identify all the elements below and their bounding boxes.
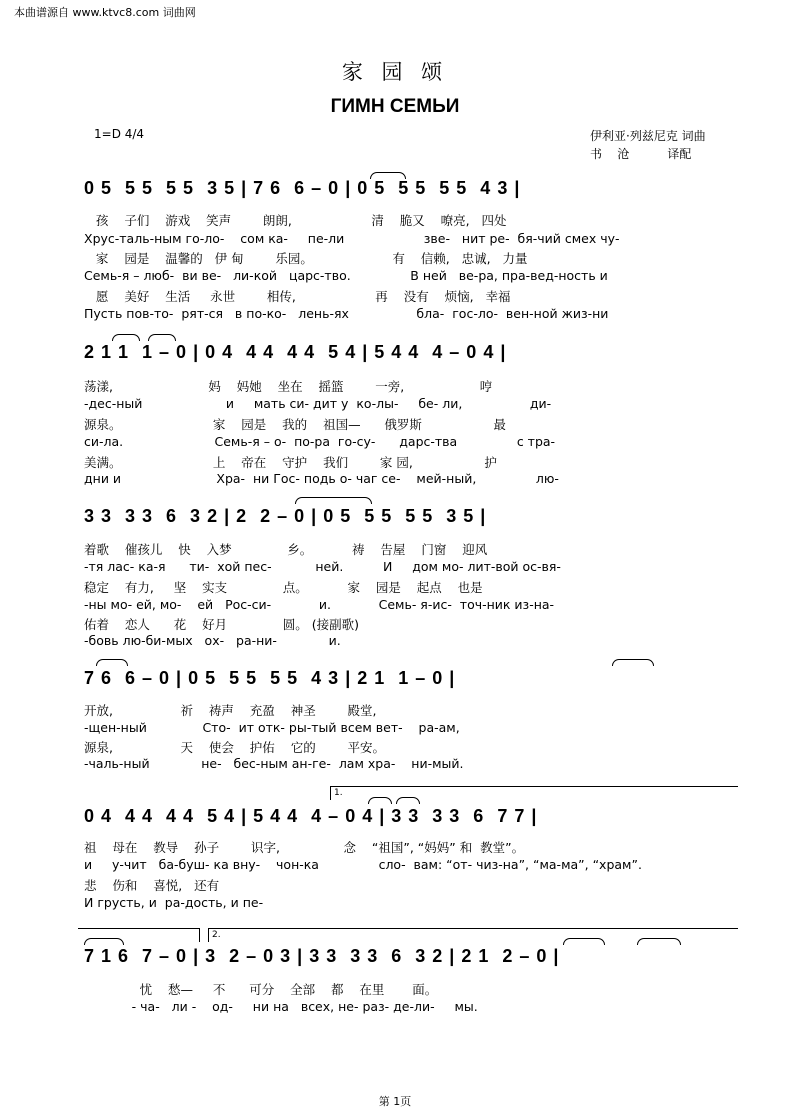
tie-mark <box>612 659 654 666</box>
volta-bracket-edge <box>330 786 331 800</box>
lyric-line: Семь-я – люб- ви ве- ли-кой царс-тво. В ней ве-ра, пра-вед-ность и <box>84 268 608 283</box>
volta-bracket-edge <box>199 928 200 942</box>
slur-mark <box>368 797 392 804</box>
lyric-line: -тя лас- ка-я ти- хой пес- ней. И дом мо- лит-вой ос-вя- <box>84 559 561 574</box>
lyric-line: 佑着 恋人 花 好月 圆。 (接副歌) <box>84 617 359 632</box>
lyric-line: 孩 子们 游戏 笑声 朗朗, 清 脆又 嘹亮, 四处 <box>84 213 507 228</box>
credits-line-2: 书 沧 译配 <box>590 147 692 161</box>
notation-line: 7 6 6 – 0 | 0 5 5 5 5 5 4 3 | 2 1 1 – 0 | <box>84 668 455 688</box>
volta-bracket <box>208 928 738 929</box>
tie-mark <box>396 797 420 804</box>
lyric-line: и у-чит ба-буш- ка вну- чон-ка сло- вам: “от- чиз-на”, “ма-ма”, “храм”. <box>84 857 642 872</box>
song-title-russian: ГИМН СЕМЬИ <box>330 96 460 117</box>
tie-mark <box>637 938 681 945</box>
lyric-line: -дес-ный и мать си- дит у ко-лы- бе- ли, ди- <box>84 396 552 411</box>
lyric-line: 家 园是 温馨的 伊 甸 乐园。 有 信赖, 忠诚, 力量 <box>84 251 528 266</box>
key-signature: 1=D 4/4 <box>94 127 145 141</box>
lyric-line: 荡漾, 妈 妈她 坐在 摇篮 一旁, 哼 <box>84 379 493 394</box>
lyric-line: - ча- ли - од- ни на всех, не- раз- де-ли- мы. <box>84 999 478 1014</box>
tie-mark <box>563 938 605 945</box>
lyric-line: 源泉, 天 使会 护佑 它的 平安。 <box>84 740 385 755</box>
lyric-line: си-ла. Семь-я – о- по-ра го-су- дарс-тва с тра- <box>84 434 556 449</box>
lyric-line: Хрус-таль-ным го-ло- сом ка- пе-ли зве- нит ре- бя-чий смех чу- <box>84 231 620 246</box>
lyric-line: 美满。 上 帝在 守护 我们 家 园, 护 <box>84 455 497 470</box>
slur-mark <box>84 938 124 945</box>
lyric-line: И грусть, и ра-дость, и пе- <box>84 895 264 910</box>
lyric-line: -щен-ный Сто- ит отк- ры-тый всем вет- ра-ам, <box>84 720 460 735</box>
lyric-line: 忧 愁— 不 可分 全部 都 在里 面。 <box>84 982 438 997</box>
source-header: 本曲谱源自 www.ktvc8.com 词曲网 <box>14 6 196 19</box>
notation-line: 0 5 5 5 5 5 3 5 | 7 6 6 – 0 | 0 5 5 5 5 5 4 3 | <box>84 178 520 198</box>
notation-line: 7 1 6 7 – 0 | 3 2 – 0 3 | 3 3 3 3 6 3 2 | 2 1 2 – 0 | <box>84 946 559 966</box>
tie-mark <box>295 497 372 504</box>
lyric-line: 祖 母在 教导 孙子 识字, 念 “祖国”, “妈妈” 和 教堂”。 <box>84 840 525 855</box>
lyric-line: 悲 伤和 喜悦, 还有 <box>84 878 220 893</box>
volta-bracket-edge <box>208 928 209 942</box>
volta-bracket <box>330 786 738 787</box>
lyric-line: Пусть пов-то- рят-ся в по-ко- лень-ях бла- гос-ло- вен-ной жиз-ни <box>84 306 609 321</box>
lyric-line: дни и Хра- ни Гос- подь о- чаг се- мей-ный, лю- <box>84 471 559 486</box>
lyric-line: 愿 美好 生活 永世 相传, 再 没有 烦恼, 幸福 <box>84 289 511 304</box>
slur-mark <box>112 334 140 341</box>
page-number: 第 1页 <box>378 1095 412 1108</box>
lyric-line: -бовь лю-би-мых ох- ра-ни- и. <box>84 633 341 648</box>
notation-line: 0 4 4 4 4 4 5 4 | 5 4 4 4 – 0 4 | 3 3 3 3 6 7 7 | <box>84 806 537 826</box>
credits-line-1: 伊利亚·列兹尼克 词曲 <box>590 129 706 143</box>
lyric-line: -ны мо- ей, мо- ей Рос-си- и. Семь- я-ис- точ-ник из-на- <box>84 597 555 612</box>
lyric-line: 着歌 催孩儿 快 入梦 乡。 祷 告屋 门窗 迎风 <box>84 542 488 557</box>
tie-mark <box>96 659 128 666</box>
volta-number: 1. <box>334 788 343 798</box>
volta-bracket-end <box>78 928 200 929</box>
volta-number: 2. <box>212 930 221 940</box>
tie-mark <box>148 334 176 341</box>
lyric-line: -чаль-ный не- бес-ным ан-ге- лам хра- ни-мый. <box>84 756 464 771</box>
notation-line: 2 1 1 1 – 0 | 0 4 4 4 4 4 5 4 | 5 4 4 4 – 0 4 | <box>84 342 506 362</box>
lyric-line: 开放, 祈 祷声 充盈 神圣 殿堂, <box>84 703 377 718</box>
notation-line: 3 3 3 3 6 3 2 | 2 2 – 0 | 0 5 5 5 5 5 3 5 | <box>84 506 486 526</box>
lyric-line: 源泉。 家 园是 我的 祖国— 俄罗斯 最 <box>84 417 506 432</box>
song-title-chinese: 家 园 颂 <box>341 60 449 84</box>
lyric-line: 稳定 有力, 坚 实支 点。 家 园是 起点 也是 <box>84 580 483 595</box>
